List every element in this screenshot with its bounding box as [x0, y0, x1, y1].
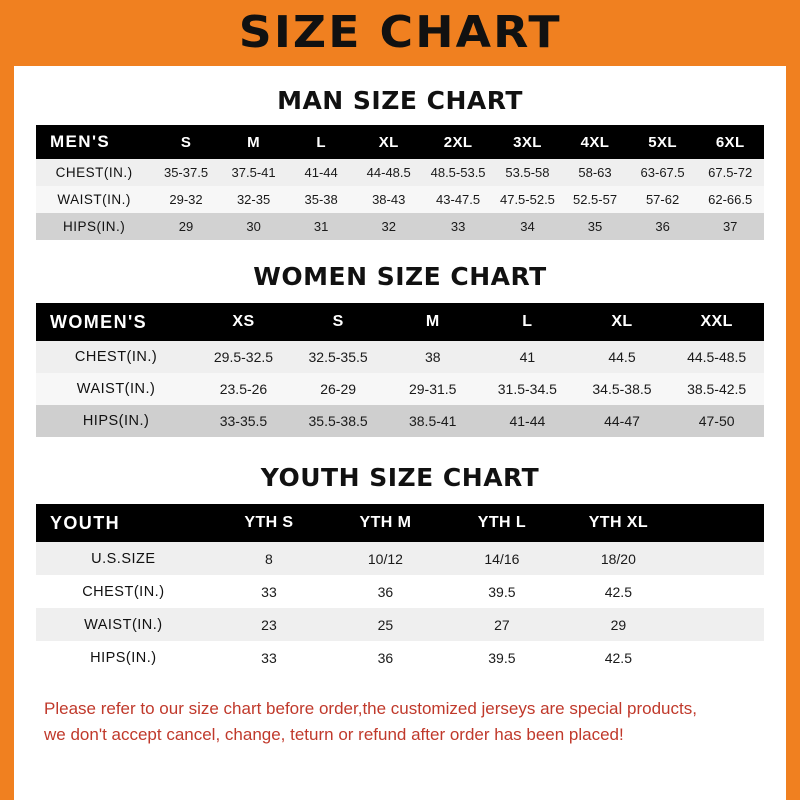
- women-header-cell: XL: [575, 303, 670, 341]
- content: [14, 86, 786, 747]
- table-row: [36, 608, 764, 641]
- youth-header-cell: YTH S: [211, 504, 327, 542]
- women-cell: 41: [480, 341, 575, 373]
- women-header-cell: L: [480, 303, 575, 341]
- youth-row-label: HIPS(IN.): [36, 641, 211, 674]
- youth-row-label: U.S.SIZE: [36, 542, 211, 575]
- women-header-cell: M: [385, 303, 480, 341]
- man-row-label: HIPS(IN.): [36, 213, 152, 240]
- man-header-cell: XL: [355, 125, 423, 159]
- man-cell: 57-62: [629, 186, 697, 213]
- man-row-label: CHEST(IN.): [36, 159, 152, 186]
- youth-cell: 10/12: [327, 542, 443, 575]
- man-cell: 32-35: [220, 186, 288, 213]
- youth-cell: 36: [327, 641, 443, 674]
- footer-line-1: Please refer to our size chart before order,the customized jerseys are special products,: [44, 699, 697, 718]
- women-row-label: CHEST(IN.): [36, 341, 196, 373]
- women-cell: 35.5-38.5: [291, 405, 386, 437]
- man-cell: 43-47.5: [422, 186, 493, 213]
- man-header-cell: 3XL: [494, 125, 562, 159]
- man-cell: 48.5-53.5: [422, 159, 493, 186]
- youth-cell-spacer: [677, 641, 764, 674]
- youth-cell: 27: [444, 608, 560, 641]
- footer-note: [36, 696, 764, 747]
- table-row: [36, 641, 764, 674]
- banner: [14, 0, 786, 66]
- youth-cell: 33: [211, 641, 327, 674]
- youth-header-cell: YTH L: [444, 504, 560, 542]
- man-cell: 58-63: [561, 159, 629, 186]
- man-header-cell: 5XL: [629, 125, 697, 159]
- women-cell: 23.5-26: [196, 373, 291, 405]
- youth-header-cell: YTH XL: [560, 504, 676, 542]
- man-cell: 52.5-57: [561, 186, 629, 213]
- women-cell: 33-35.5: [196, 405, 291, 437]
- man-cell: 47.5-52.5: [494, 186, 562, 213]
- women-header-row: [36, 303, 764, 341]
- man-cell: 35-37.5: [152, 159, 220, 186]
- women-header-cell: XS: [196, 303, 291, 341]
- page-title: SIZE CHART: [238, 7, 562, 58]
- women-cell: 31.5-34.5: [480, 373, 575, 405]
- women-cell: 34.5-38.5: [575, 373, 670, 405]
- youth-header-spacer: [677, 504, 764, 542]
- table-row: [36, 542, 764, 575]
- youth-cell: 8: [211, 542, 327, 575]
- man-cell: 67.5-72: [696, 159, 764, 186]
- youth-header-cell: YOUTH: [36, 504, 211, 542]
- man-header-cell: MEN'S: [36, 125, 152, 159]
- man-cell: 34: [494, 213, 562, 240]
- youth-cell: 25: [327, 608, 443, 641]
- youth-header-cell: YTH M: [327, 504, 443, 542]
- man-size-table: [36, 125, 764, 240]
- youth-cell-spacer: [677, 608, 764, 641]
- youth-cell: 18/20: [560, 542, 676, 575]
- man-cell: 35: [561, 213, 629, 240]
- man-cell: 53.5-58: [494, 159, 562, 186]
- youth-size-table: [36, 504, 764, 674]
- women-row-label: HIPS(IN.): [36, 405, 196, 437]
- women-cell: 47-50: [669, 405, 764, 437]
- youth-cell: 29: [560, 608, 676, 641]
- man-cell: 37.5-41: [220, 159, 288, 186]
- man-row-label: WAIST(IN.): [36, 186, 152, 213]
- man-section-title: MAN SIZE CHART: [277, 86, 523, 115]
- youth-cell-spacer: [677, 575, 764, 608]
- man-header-cell: 6XL: [696, 125, 764, 159]
- man-cell: 37: [696, 213, 764, 240]
- man-cell: 31: [287, 213, 355, 240]
- women-cell: 44.5-48.5: [669, 341, 764, 373]
- man-header-cell: L: [287, 125, 355, 159]
- youth-cell: 33: [211, 575, 327, 608]
- man-cell: 63-67.5: [629, 159, 697, 186]
- table-row: [36, 405, 764, 437]
- women-header-cell: S: [291, 303, 386, 341]
- women-header-cell: XXL: [669, 303, 764, 341]
- youth-cell-spacer: [677, 542, 764, 575]
- youth-row-label: CHEST(IN.): [36, 575, 211, 608]
- man-cell: 32: [355, 213, 423, 240]
- women-cell: 38.5-41: [385, 405, 480, 437]
- women-cell: 29.5-32.5: [196, 341, 291, 373]
- footer-line-2: we don't accept cancel, change, teturn or refund after order has been placed!: [44, 724, 624, 744]
- table-row: [36, 373, 764, 405]
- table-row: [36, 186, 764, 213]
- youth-cell: 36: [327, 575, 443, 608]
- man-cell: 62-66.5: [696, 186, 764, 213]
- youth-row-label: WAIST(IN.): [36, 608, 211, 641]
- women-cell: 41-44: [480, 405, 575, 437]
- man-cell: 30: [220, 213, 288, 240]
- table-row: [36, 213, 764, 240]
- man-header-cell: 4XL: [561, 125, 629, 159]
- man-header-cell: M: [220, 125, 288, 159]
- women-cell: 26-29: [291, 373, 386, 405]
- man-header-row: [36, 125, 764, 159]
- youth-cell: 42.5: [560, 575, 676, 608]
- man-cell: 29: [152, 213, 220, 240]
- table-row: [36, 159, 764, 186]
- man-cell: 33: [422, 213, 493, 240]
- table-row: [36, 575, 764, 608]
- man-cell: 29-32: [152, 186, 220, 213]
- youth-cell: 39.5: [444, 575, 560, 608]
- youth-cell: 42.5: [560, 641, 676, 674]
- women-cell: 38: [385, 341, 480, 373]
- women-cell: 44.5: [575, 341, 670, 373]
- man-cell: 36: [629, 213, 697, 240]
- youth-cell: 23: [211, 608, 327, 641]
- women-row-label: WAIST(IN.): [36, 373, 196, 405]
- women-section-title: WOMEN SIZE CHART: [253, 262, 547, 291]
- man-cell: 38-43: [355, 186, 423, 213]
- man-header-cell: S: [152, 125, 220, 159]
- women-cell: 29-31.5: [385, 373, 480, 405]
- man-cell: 35-38: [287, 186, 355, 213]
- women-size-table: [36, 303, 764, 437]
- women-cell: 38.5-42.5: [669, 373, 764, 405]
- women-cell: 32.5-35.5: [291, 341, 386, 373]
- man-header-cell: 2XL: [422, 125, 493, 159]
- women-header-cell: WOMEN'S: [36, 303, 196, 341]
- man-cell: 44-48.5: [355, 159, 423, 186]
- youth-cell: 39.5: [444, 641, 560, 674]
- women-cell: 44-47: [575, 405, 670, 437]
- youth-header-row: [36, 504, 764, 542]
- man-cell: 41-44: [287, 159, 355, 186]
- youth-section-title: YOUTH SIZE CHART: [260, 463, 540, 492]
- youth-cell: 14/16: [444, 542, 560, 575]
- table-row: [36, 341, 764, 373]
